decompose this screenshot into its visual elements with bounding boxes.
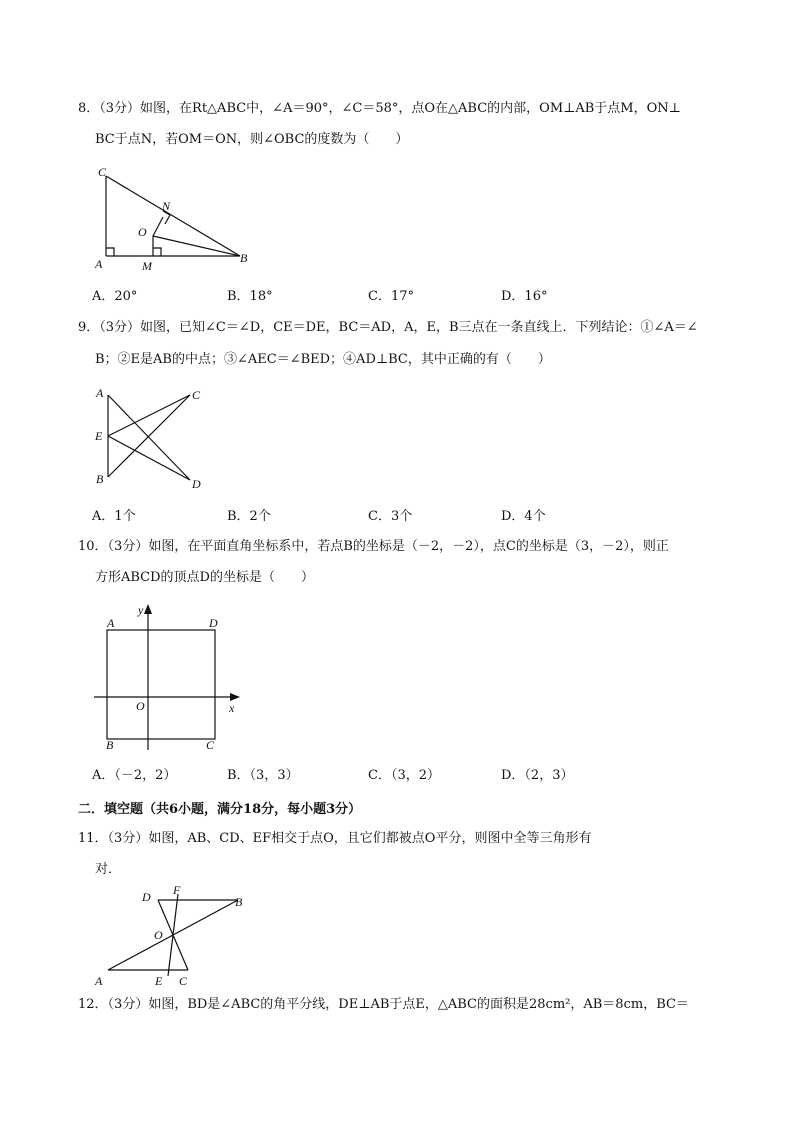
q9-label-e: E [95, 429, 103, 443]
q11-label-b: B [235, 895, 243, 909]
q10-label-d: D [209, 616, 218, 630]
q11-label-d: D [142, 890, 151, 904]
q8-option-b[interactable]: B．18° [227, 289, 273, 304]
q10-label-a: A [107, 616, 115, 630]
q10-text-line2: 方形ABCD的顶点D的坐标是（ ） [95, 570, 314, 585]
q9-label-d: D [192, 477, 201, 491]
q9-figure [90, 383, 215, 495]
q11-label-c: C [179, 974, 188, 988]
q9-label-a: A [96, 386, 104, 400]
q10-option-c[interactable]: C．（3，2） [368, 768, 440, 783]
q11-label-o: O [154, 928, 163, 942]
q8-label-a: A [95, 257, 103, 271]
q8-figure [90, 162, 260, 274]
q9-text-line1: 9．（3分）如图，已知∠C＝∠D，CE＝DE，BC＝AD，A，E，B三点在一条直线上．下列结论：①∠A＝∠ [78, 320, 698, 335]
q9-text-line2: B；②E是AB的中点；③∠AEC＝∠BED；④AD⊥BC，其中正确的有（ ） [95, 352, 551, 367]
q10-label-o: O [136, 699, 145, 713]
q8-label-b: B [240, 251, 248, 265]
q10-figure [92, 600, 252, 755]
q10-option-d[interactable]: D．（2，3） [501, 768, 574, 783]
q11-text-line2: 对． [95, 862, 122, 877]
q10-label-x: x [229, 701, 235, 715]
q11-figure [90, 882, 260, 992]
q11-label-f: F [173, 883, 181, 897]
q10-text-line1: 10．（3分）如图，在平面直角坐标系中，若点B的坐标是（－2，－2），点C的坐标是（3，－2），则正 [78, 539, 669, 554]
q11-label-a: A [95, 974, 103, 988]
q9-option-d[interactable]: D．4个 [501, 509, 546, 524]
q9-option-a[interactable]: A．1个 [92, 509, 136, 524]
q8-options [92, 287, 692, 307]
q9-option-c[interactable]: C．3个 [368, 509, 413, 524]
q9-label-c: C [192, 388, 201, 402]
q8-option-a[interactable]: A．20° [92, 289, 138, 304]
q10-label-y: y [138, 603, 144, 617]
q9-options [92, 507, 692, 527]
q8-text-line2: BC于点N，若OM＝ON，则∠OBC的度数为（ ） [95, 132, 409, 147]
q8-label-c: C [98, 165, 107, 179]
q10-label-c: C [206, 738, 215, 752]
q10-option-b[interactable]: B．（3，3） [227, 768, 299, 783]
q10-label-b: B [106, 738, 114, 752]
q8-text-line1: 8．（3分）如图，在Rt△ABC中，∠A＝90°，∠C＝58°，点O在△ABC的内部，OM⊥AB于点M，ON⊥ [78, 101, 681, 116]
q11-label-e: E [155, 974, 163, 988]
x-axis-arrow [230, 693, 240, 701]
q10-option-a[interactable]: A．（－2，2） [92, 768, 177, 783]
q8-option-c[interactable]: C．17° [368, 289, 414, 304]
q8-label-n: N [162, 199, 171, 213]
y-axis-arrow [144, 604, 152, 614]
q9-label-b: B [96, 472, 104, 486]
q8-label-o: O [138, 225, 147, 239]
q8-label-m: M [142, 259, 152, 273]
q12-text-line1: 12．（3分）如图，BD是∠ABC的角平分线，DE⊥AB于点E，△ABC的面积是28cm²，AB＝8cm，BC＝ [78, 997, 689, 1012]
section-heading-fill-in: 二．填空题（共6小题，满分18分，每小题3分） [78, 802, 362, 817]
q8-option-d[interactable]: D．16° [501, 289, 548, 304]
q11-text-line1: 11．（3分）如图，AB、CD、EF相交于点O，且它们都被点O平分，则图中全等三角形有 [78, 831, 592, 846]
q10-options [92, 766, 692, 786]
q9-option-b[interactable]: B．2个 [227, 509, 271, 524]
